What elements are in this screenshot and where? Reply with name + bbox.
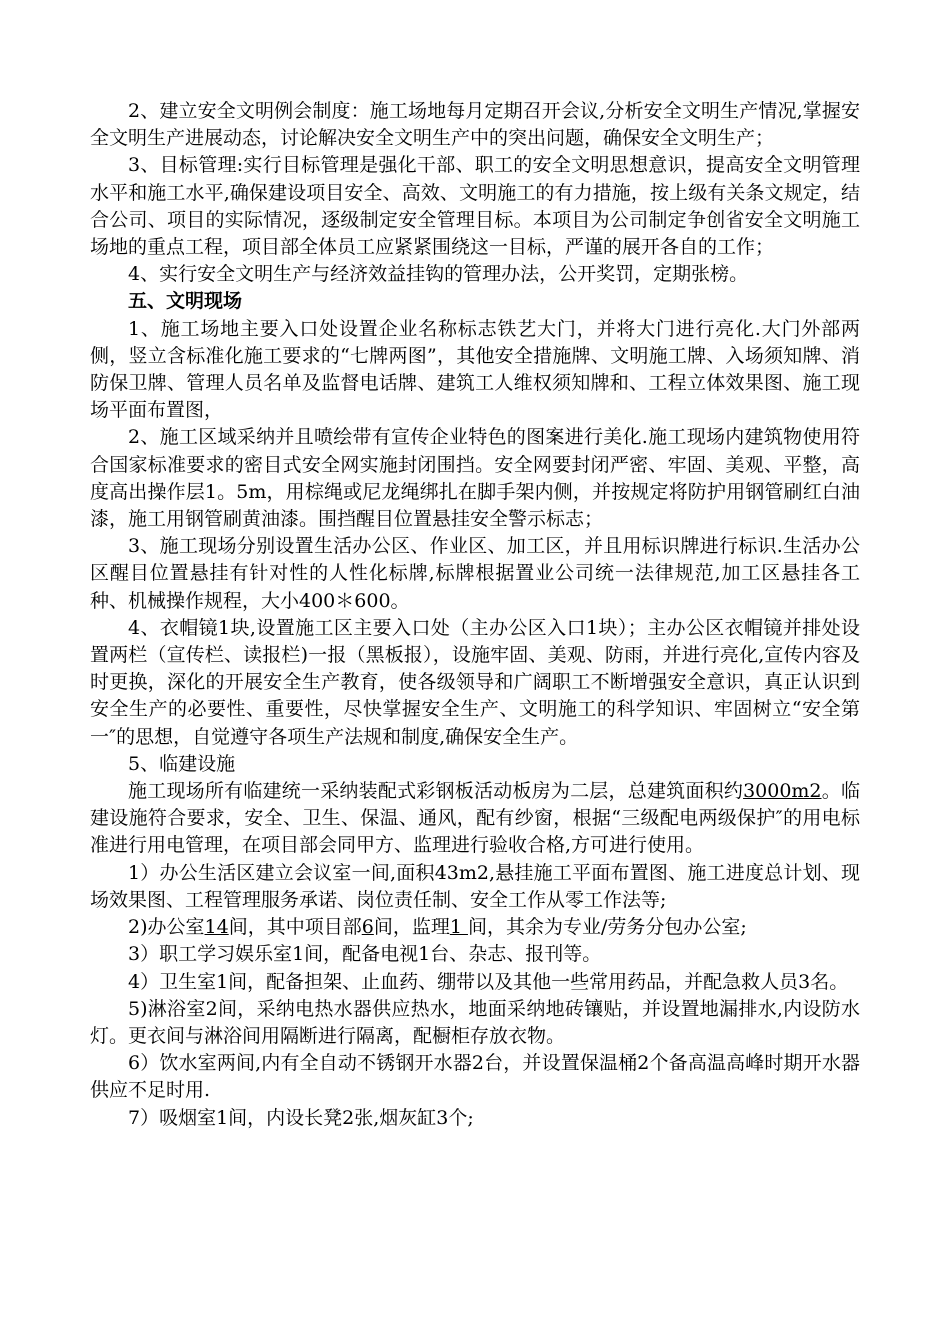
list-item-shower-room: 5)淋浴室2间，采纳电热水器供应热水，地面采纳地砖镶贴，并设置地漏排水,内设防水灯。更衣间与淋浴间用隔断进行隔离，配橱柜存放衣物。 — [90, 997, 860, 1047]
list-item-clinic: 4）卫生室1间，配备担架、止血药、绷带以及其他一些常用药品，并配急救人员3名。 — [128, 970, 849, 993]
text-span: 间，监理 — [373, 916, 450, 939]
list-item-smoking-room: 7）吸烟室1间，内设长凳2张,烟灰缸3个; — [128, 1106, 474, 1129]
paragraph-reward-penalty: 4、实行安全文明生产与经济效益挂钩的管理办法，公开奖罚，定期张榜。 — [128, 263, 749, 286]
paragraph-entrance-gate: 1、施工场地主要入口处设置企业名称标志铁艺大门，并将大门进行亮化.大门外部两侧，竖立含标准化施工要求的“七牌两图”，其他安全措施牌、文明施工牌、入场须知牌、消防保卫牌、管理人员名单及监督电话牌、建筑工人维权须知牌和、工程立体效果图、施工现场平面布置图， — [90, 317, 860, 422]
text-span: 施工现场所有临建统一采纳装配式彩钢板活动板房为二层，总建筑面积约 — [128, 780, 744, 803]
list-item-water-room: 6）饮水室两间,内有全自动不锈钢开水器2台，并设置保温桶2个备高温高峰时期开水器供应不足时用. — [90, 1052, 860, 1102]
paragraph-temporary-facilities — [90, 778, 860, 860]
text-span: 。临建设施符合要求，安全、卫生、保温、通风，配有纱窗，根据“三级配电两级保护″的用电标准进行用电管理，在项目部会同甲方、监理进行验收合格,方可进行使用。 — [90, 780, 860, 857]
text-span: 间，其中项目部 — [228, 916, 362, 939]
paragraph-safety-meeting: 2、建立安全文明例会制度：施工场地每月定期召开会议,分析安全文明生产情况,掌握安全文明生产进展动态，讨论解决安全文明生产中的突出问题，确保安全文明生产； — [90, 100, 860, 150]
paragraph-mirror-boards: 4、衣帽镜1块,设置施工区主要入口处（主办公区入口1块）；主办公区衣帽镜并排处设置两栏（宣传栏、读报栏)一报（黑板报），设施牢固、美观、防雨，并进行亮化,宣传内容及时更换，深化的开展安全生产教育，使各级领导和广阔职工不断增强安全意识，真正认识到安全生产的必要性、重要性，尽快掌握安全生产、文明施工的科学知识、牢固树立“安全第一″的思想，自觉遵守各项生产法规和制度,确保安全生产。 — [90, 616, 860, 748]
paragraph-target-management: 3、目标管理:实行目标管理是强化干部、职工的安全文明思想意识，提高安全文明管理水平和施工水平,确保建设项目安全、高效、文明施工的有力措施，按上级有关条文规定，结合公司、项目的实际情况，逐级制定安全管理目标。本项目为公司制定争创省安全文明施工场地的重点工程，项目部全体员工应紧紧围绕这一目标，严谨的展开各自的工作； — [90, 154, 860, 259]
list-item-recreation-room: 3）职工学习娱乐室1间，配备电视1台、杂志、报刊等。 — [128, 943, 602, 966]
list-item-meeting-room: 1）办公生活区建立会议室一间,面积43m2,悬挂施工平面布置图、施工进度总计划、现场效果图、工程管理服务承诺、岗位责任制、安全工作从零工作法等; — [90, 861, 860, 911]
underlined-area: 3000m2 — [743, 780, 822, 803]
paragraph-temporary-facilities-title: 5、临建设施 — [128, 752, 236, 775]
paragraph-site-zones: 3、施工现场分别设置生活办公区、作业区、加工区，并且用标识牌进行标识.生活办公区醒目位置悬挂有针对性的人性化标牌,标牌根据置业公司统一法律规范,加工区悬挂各工种、机械操作规程，大小400＊600。 — [90, 535, 860, 612]
document-page — [90, 98, 860, 1132]
list-item-offices — [90, 914, 860, 941]
text-span: 2)办公室 — [128, 916, 205, 939]
underlined-office-count: 14 — [204, 916, 229, 939]
underlined-supervision-count: 1 — [449, 916, 468, 939]
text-span: 间，其余为专业/劳务分包办公室; — [467, 916, 747, 939]
paragraph-site-enclosure: 2、施工区域采纳并且喷绘带有宣传企业特色的图案进行美化.施工现场内建筑物使用符合国家标准要求的密目式安全网实施封闭围挡。安全网要封闭严密、牢固、美观、平整，高度高出操作层1。5m，用棕绳或尼龙绳绑扎在脚手架内侧，并按规定将防护用钢管刷红白油漆，施工用钢管刷黄油漆。围挡醒目位置悬挂安全警示标志； — [90, 426, 860, 531]
underlined-project-count: 6 — [361, 916, 374, 939]
section-heading: 五、文明现场 — [128, 290, 243, 313]
